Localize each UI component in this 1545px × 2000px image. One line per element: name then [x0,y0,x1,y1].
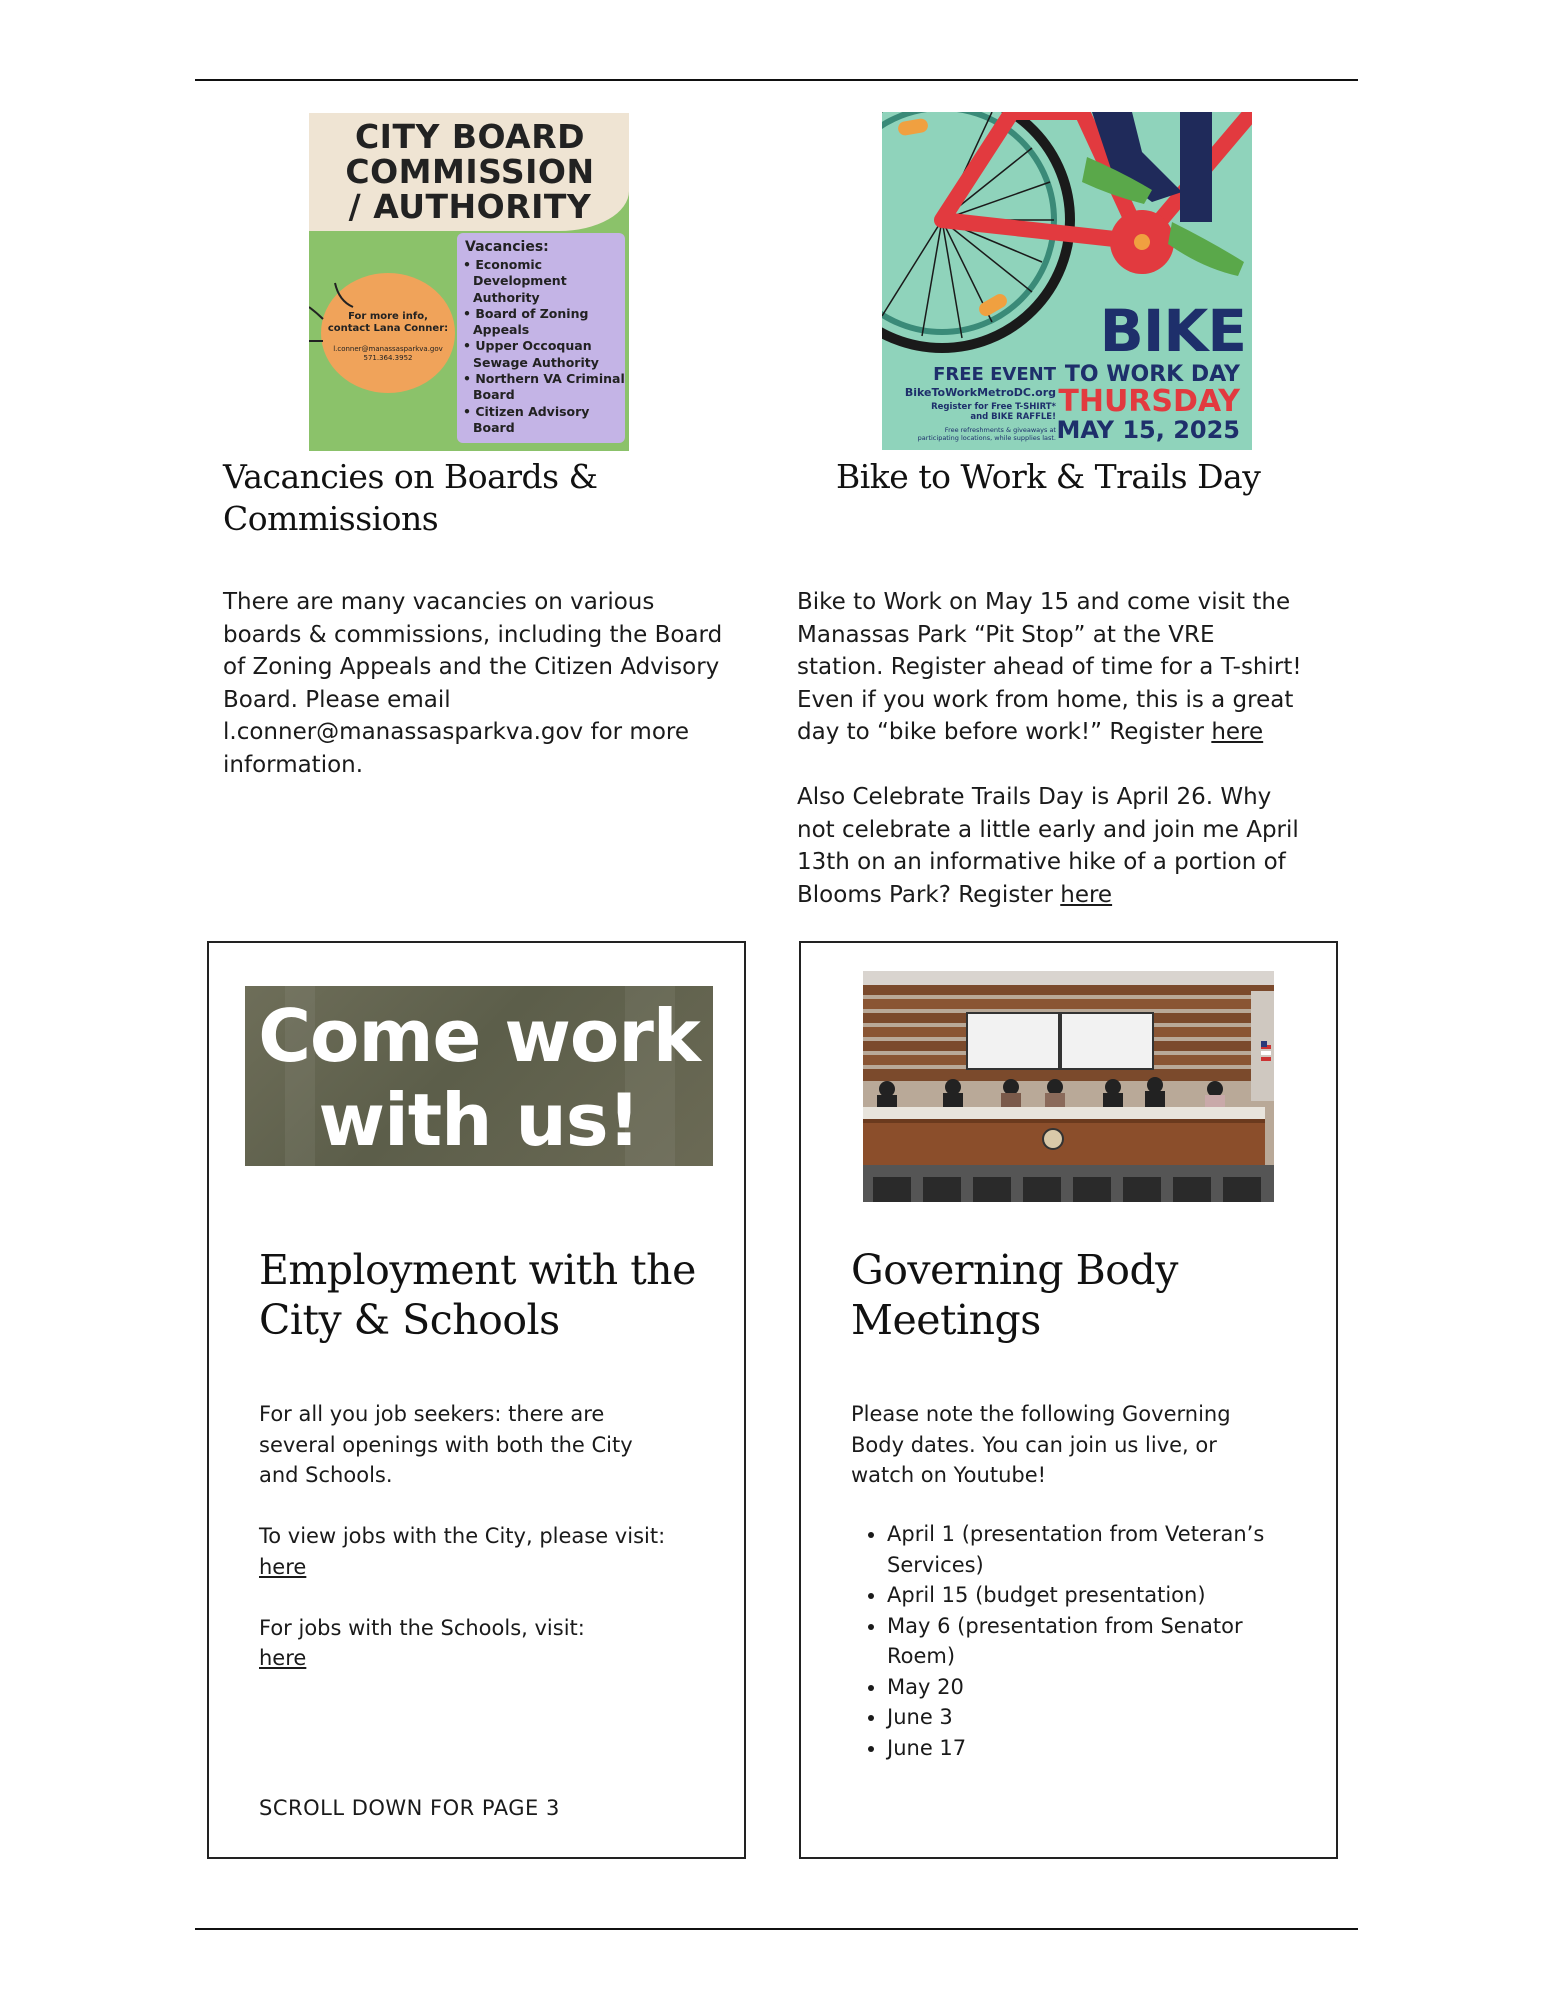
meeting-date-line: • May 20 [887,1674,964,1699]
employment-intro-line: and Schools. [259,1463,393,1487]
bike-body-line: Even if you work from home, this is a great [797,686,1294,713]
meeting-date-line: • April 1 (presentation from Veteran’s [887,1522,1265,1546]
vacancies-heading-line: Commissions [223,499,439,538]
employment-intro-line: several openings with both the City [259,1432,633,1457]
council-meeting-illustration [863,971,1274,1202]
bike-body-spacer [797,749,1302,782]
employment-heading-line: Employment with the [259,1246,696,1294]
trails-body-line [797,879,1302,912]
employment-body [259,1399,665,1674]
bottom-divider [195,1928,1358,1930]
bike-flyer-site: BikeToWorkMetroDC.org [904,386,1056,399]
contact-detail-line: l.conner@manassasparkva.gov [333,345,443,353]
bike-body-line: Bike to Work on May 15 and come visit the [797,589,1291,615]
contact-line: contact Lana Conner: [327,323,449,334]
vacancy-line: • Economic [463,257,543,272]
trails-body-text: Blooms Park? Register [797,881,1061,908]
bike-flyer-register-line: and BIKE RAFFLE! [970,412,1056,422]
flyer-doodle-lines [309,113,629,451]
city-jobs-link[interactable]: here [259,1554,307,1579]
meeting-date-line: • June 3 [887,1705,953,1729]
banner-line: Come work [258,994,700,1078]
vacancy-line: • Upper Occoquan [463,338,592,354]
meeting-dates-list [851,1519,1264,1763]
vacancies-body-line: boards & commissions, including the Board [223,621,723,648]
school-jobs-text: For jobs with the Schools, visit: [259,1615,585,1640]
city-board-flyer-image [309,113,629,451]
flyer-title-line: / AUTHORITY [348,187,592,226]
bike-heading-line: Bike to Work & Trails Day [836,457,1261,496]
banner-text [245,994,713,1162]
trails-body-line: not celebrate a little early and join me April [797,816,1299,843]
vacancy-line: Authority [473,289,540,305]
school-jobs-line [259,1643,665,1674]
employment-spacer [259,1582,665,1613]
meeting-date-item [887,1580,1264,1611]
meeting-date-item [887,1519,1264,1580]
employment-spacer [259,1491,665,1522]
city-jobs-line [259,1552,665,1583]
bike-flyer-date: MAY 15, 2025 [1056,416,1240,444]
bike-flyer-subtitle: TO WORK DAY [1064,362,1240,387]
vacancies-body-line: Board. Please email [223,686,451,713]
meeting-date-line: • June 17 [887,1735,967,1760]
banner-line: with us! [318,1078,640,1162]
meeting-date-item [887,1611,1264,1672]
vacancies-body-line: There are many vacancies on various [223,589,655,615]
council-meeting-photo [863,971,1274,1202]
meeting-date-item [887,1672,1264,1703]
flyer-title-line: COMMISSION [345,152,595,191]
vacancy-line: • Citizen Advisory [463,403,590,419]
vacancies-label: Vacancies: [465,239,549,255]
trails-register-link[interactable]: here [1060,881,1113,908]
top-divider [195,79,1358,81]
employment-heading-line: City & Schools [259,1296,560,1344]
bike-body-line: Manassas Park “Pit Stop” at the VRE [797,621,1215,648]
bike-flyer-free-event: FREE EVENT [933,364,1056,385]
governing-intro-line: Please note the following Governing [851,1402,1231,1426]
meeting-date-line: Services) [887,1552,984,1577]
bike-register-link[interactable]: here [1211,719,1264,745]
vacancies-body-line: information. [223,751,364,778]
bike-body-line [797,716,1302,749]
city-jobs-text: To view jobs with the City, please visit: [259,1524,666,1548]
vacancy-line: Sewage Authority [473,354,599,370]
meeting-date-line: • April 15 (budget presentation) [887,1583,1206,1607]
bike-body [797,586,1302,911]
vacancies-body [223,586,722,781]
vacancies-heading-line: Vacancies on Boards & [223,457,598,496]
bike-flyer-fine-print [892,426,1056,442]
trails-body-line: 13th on an informative hike of a portion of [797,849,1286,875]
vacancy-line: Board [473,419,515,435]
bike-to-work-flyer-image [882,112,1252,450]
meeting-date-line: • May 6 (presentation from Senator [887,1613,1243,1638]
come-work-with-us-banner-image [245,986,713,1166]
meeting-date-item [887,1702,1264,1733]
vacancy-line: • Northern VA Criminal [463,371,625,387]
scroll-down-note: SCROLL DOWN FOR PAGE 3 [259,1796,560,1820]
governing-intro-line: Body dates. You can join us live, or [851,1432,1217,1457]
school-jobs-link[interactable]: here [259,1646,307,1670]
vacancy-line: • Board of Zoning [463,305,589,321]
contact-detail-line: 571.364.3952 [363,354,413,362]
vacancies-body-line: l.conner@manassasparkva.gov for more [223,719,689,745]
bike-flyer-register-line: Register for Free T-SHIRT* [931,402,1056,412]
employment-intro-line: For all you job seekers: there are [259,1402,605,1426]
vacancy-line: Development [473,273,567,289]
bike-body-text: day to “bike before work!” Register [797,719,1212,745]
vacancies-heading [223,456,597,540]
vacancy-line: Board [473,387,515,403]
bike-flyer-fine-line: Free refreshments & giveaways at [944,426,1056,434]
bike-flyer-day: THURSDAY [1058,384,1240,419]
governing-intro-line: watch on Youtube! [851,1463,1047,1487]
governing-intro [851,1399,1231,1491]
bike-flyer-register [892,402,1056,422]
meeting-date-item [887,1733,1264,1764]
bike-heading [836,456,1260,498]
trails-body-line: Also Celebrate Trails Day is April 26. Why [797,784,1272,810]
governing-body-card [799,941,1338,1859]
contact-line: For more info, [348,311,428,322]
employment-card [207,941,746,1859]
bike-body-line: station. Register ahead of time for a T-shirt! [797,654,1302,680]
flyer-title-line: CITY BOARD [354,117,586,156]
bike-flyer-fine-line: participating locations, while supplies last. [917,434,1056,442]
meeting-date-line: Roem) [887,1644,956,1668]
employment-heading [259,1245,696,1345]
bike-flyer-title: BIKE [1099,297,1246,365]
governing-heading-line: Meetings [851,1296,1041,1344]
governing-heading [851,1245,1178,1345]
governing-heading-line: Governing Body [851,1246,1178,1294]
vacancies-body-line: of Zoning Appeals and the Citizen Advisory [223,654,720,680]
vacancy-line: Appeals [473,322,530,338]
